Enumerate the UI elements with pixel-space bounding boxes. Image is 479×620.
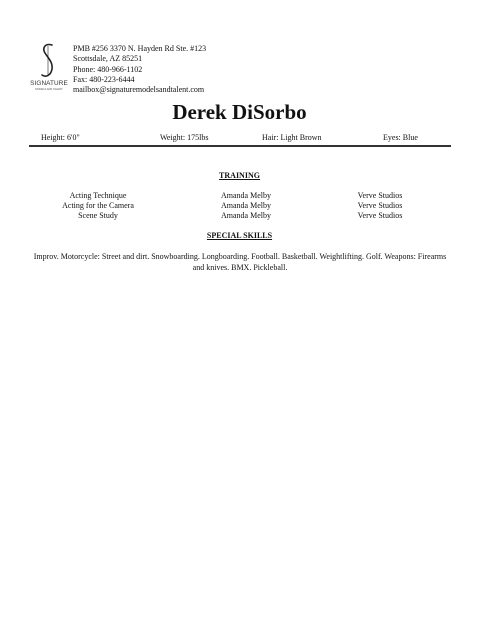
training-teacher: Amanda Melby	[221, 201, 271, 210]
training-studio: Verve Studios	[357, 191, 403, 200]
training-studio: Verve Studios	[357, 211, 403, 220]
special-skills-heading: SPECIAL SKILLS	[206, 231, 273, 240]
agency-address-line2: Scottsdale, AZ 85251	[73, 54, 143, 64]
training-teacher: Amanda Melby	[221, 191, 271, 200]
training-row	[0, 191, 479, 201]
actor-name: Derek DiSorbo	[172, 100, 307, 124]
training-heading: TRAINING	[219, 171, 260, 180]
special-skills-text: Improv. Motorcycle: Street and dirt. Snowboarding. Longboarding. Football. Basketball. Weightlifting. Golf. Weapons: Firearms and knives. BMX. Pickleball.	[33, 252, 447, 272]
logo-brand-text: SIGNATURE	[30, 80, 68, 87]
training-course: Acting Technique	[69, 191, 127, 200]
agency-email[interactable]: mailbox@signaturemodelsandtalent.com	[73, 85, 205, 95]
actor-eyes: Eyes: Blue	[383, 133, 418, 142]
training-row	[0, 201, 479, 211]
logo-tagline-text: MODELS AND TALENT	[35, 88, 63, 91]
signature-s-logo-icon	[39, 42, 57, 80]
agency-contact	[73, 44, 206, 95]
training-teacher: Amanda Melby	[221, 211, 271, 220]
training-row	[0, 211, 479, 221]
actor-weight: Weight: 175lbs	[160, 133, 209, 142]
header-divider	[29, 145, 451, 147]
agency-fax: Fax: 480-223-6444	[73, 74, 135, 84]
agency-address-line1: PMB #256 3370 N. Hayden Rd Ste. #123	[73, 44, 207, 53]
actor-hair: Hair: Light Brown	[262, 133, 322, 142]
agency-logo	[30, 42, 68, 94]
training-course: Acting for the Camera	[62, 201, 134, 210]
training-studio: Verve Studios	[357, 201, 403, 210]
actor-height: Height: 6'0"	[41, 133, 80, 142]
agency-phone: Phone: 480-966-1102	[73, 64, 143, 74]
training-course: Scene Study	[78, 211, 118, 220]
